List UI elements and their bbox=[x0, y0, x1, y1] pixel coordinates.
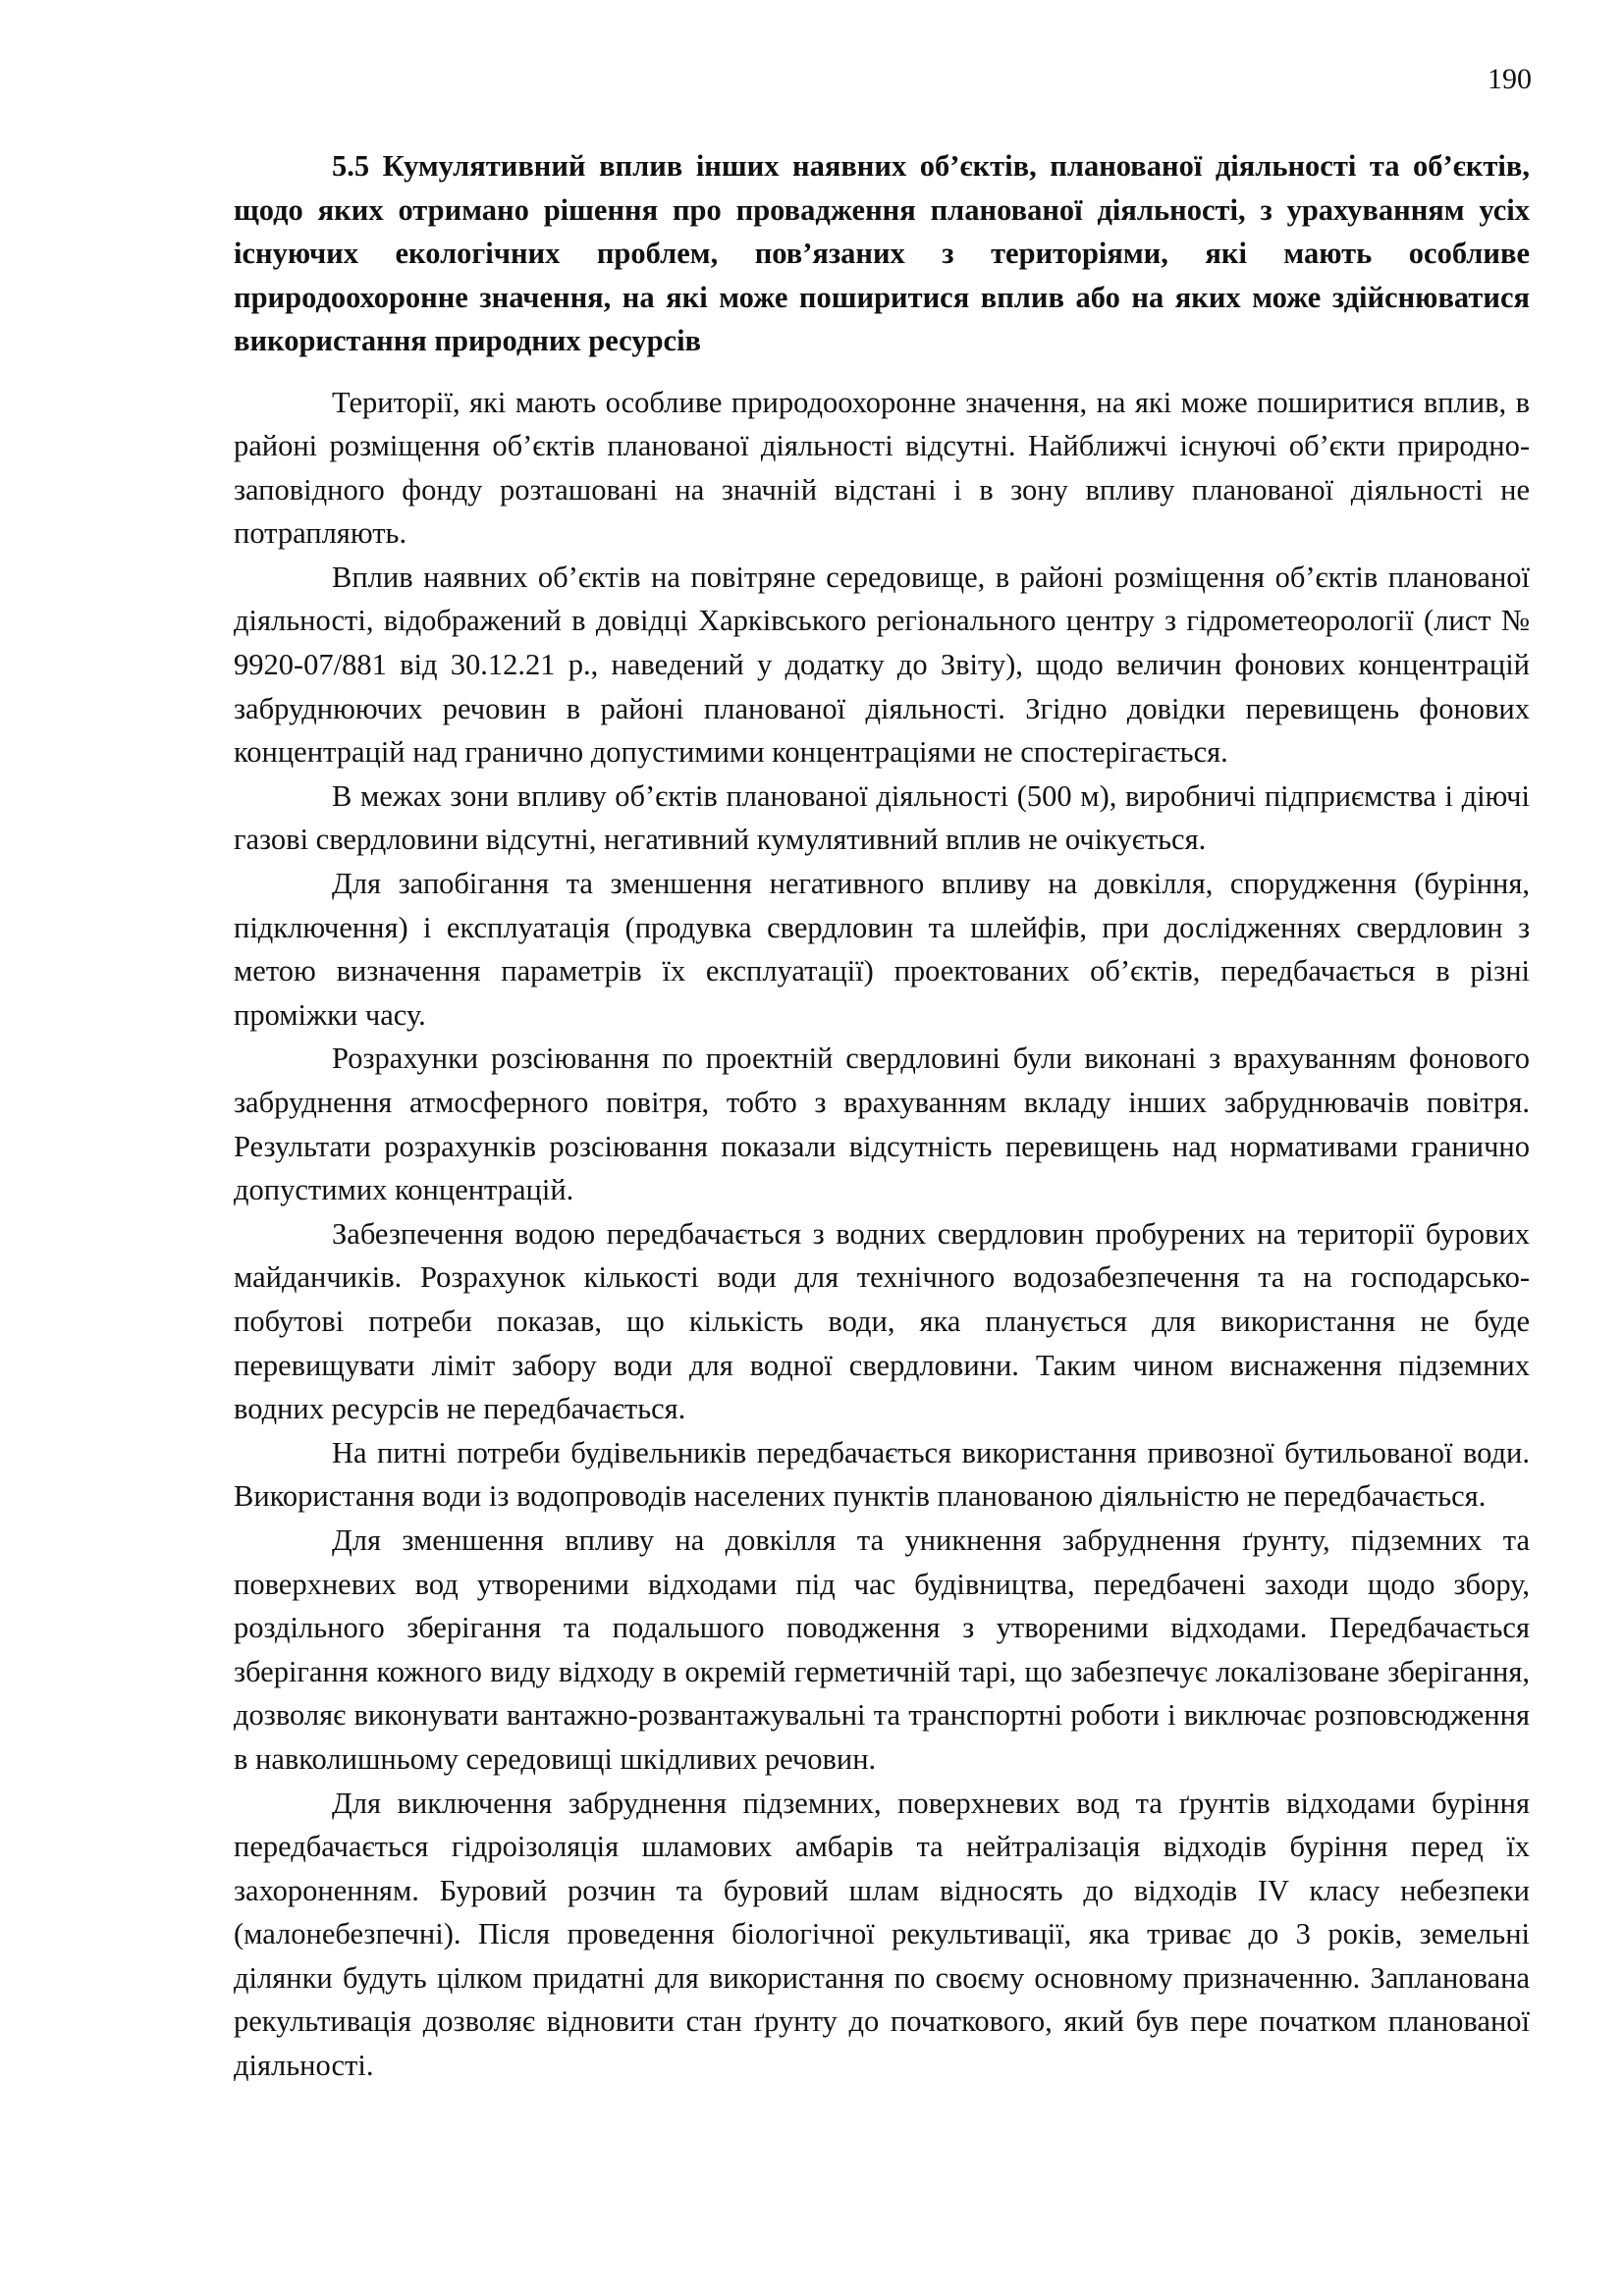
paragraph: Для запобігання та зменшення негативного впливу на довкілля, спорудження (буріння, підключення) і експлуатація (продувка свердловин та шлейфів, при дослідженнях свердловин з метою визначення параметрів їх експлуатації) проектованих об’єктів, передбачається в різні проміжки часу. bbox=[234, 867, 1530, 1032]
paragraph: Забезпечення водою передбачається з водних свердловин пробурених на території бурових майданчиків. Розрахунок кількості води для технічного водозабезпечення та на господарсько-побутові потреби показав, що кількість води, яка планується для використання не буде перевищувати ліміт забору води для водної свердловини. Таким чином виснаження підземних водних ресурсів не передбачається. bbox=[234, 1216, 1530, 1426]
paragraph: Для зменшення впливу на довкілля та уникнення забруднення ґрунту, підземних та поверхневих вод утвореними відходами під час будівництва, передбачені заходи щодо збору, роздільного зберігання та подальшого поводження з утвореними відходами. Передбачається зберігання кожного виду відходу в окремій герметичній тарі, що забезпечує локалізоване зберігання, дозволяє виконувати вантажно-розвантажувальні та транспортні роботи і виключає розповсюдження в навколишньому середовищі шкідливих речовин. bbox=[234, 1522, 1530, 1776]
section-heading: 5.5 Кумулятивний вплив інших наявних об’єктів, планованої діяльності та об’єктів, щодо яких отримано рішення про провадження планованої діяльності, з урахуванням усіх існуючих екологічних проблем, пов’язаних з територіями, які мають особливе природоохоронне значення, на які може поширитися вплив або на яких може здійснюватися використання природних ресурсів bbox=[234, 149, 1530, 357]
paragraph: Вплив наявних об’єктів на повітряне середовище, в районі розміщення об’єктів планованої діяльності, відображений в довідці Харківського регіонального центру з гідрометеорології (лист № 9920-07/881 від 30.12.21 р., наведений у додатку до Звіту), щодо величин фонових концентрацій забруднюючих речовин в районі планованої діяльності. Згідно довідки перевищень фонових концентрацій над гранично допустимими концентраціями не спостерігається. bbox=[234, 560, 1530, 770]
paragraph: В межах зони впливу об’єктів планованої діяльності (500 м), виробничі підприємства і діючі газові свердловини відсутні, негативний кумулятивний вплив не очікується. bbox=[234, 778, 1530, 857]
document-body bbox=[234, 144, 1530, 2088]
paragraph: На питні потреби будівельників передбачається використання привозної бутильованої води. Використання води із водопроводів населених пунктів планованою діяльністю не передбачається. bbox=[234, 1435, 1530, 1514]
paragraph: Для виключення забруднення підземних, поверхневих вод та ґрунтів відходами буріння передбачається гідроізоляція шламових амбарів та нейтралізація відходів буріння перед їх захороненням. Буровий розчин та буровий шлам відносять до відходів IV класу небезпеки (малонебезпечні). Після проведення біологічної рекультивації, яка триває до 3 років, земельні ділянки будуть цілком придатні для використання по своєму основному призначенню. Запланована рекультивація дозволяє відновити стан ґрунту до початкового, який був пере початком планованої діяльності. bbox=[234, 1786, 1530, 2083]
page-number: 190 bbox=[1488, 63, 1532, 95]
paragraph: Території, які мають особливе природоохоронне значення, на які може поширитися вплив, в районі розміщення об’єктів планованої діяльності відсутні. Найближчі існуючі об’єкти природно-заповідного фонду розташовані на значній відстані і в зону впливу планованої діяльності не потрапляють. bbox=[234, 385, 1530, 551]
paragraph: Розрахунки розсіювання по проектній свердловині були виконані з врахуванням фонового забруднення атмосферного повітря, тобто з врахуванням вкладу інших забруднювачів повітря. Результати розрахунків розсіювання показали відсутність перевищень над нормативами гранично допустимих концентрацій. bbox=[234, 1041, 1530, 1207]
